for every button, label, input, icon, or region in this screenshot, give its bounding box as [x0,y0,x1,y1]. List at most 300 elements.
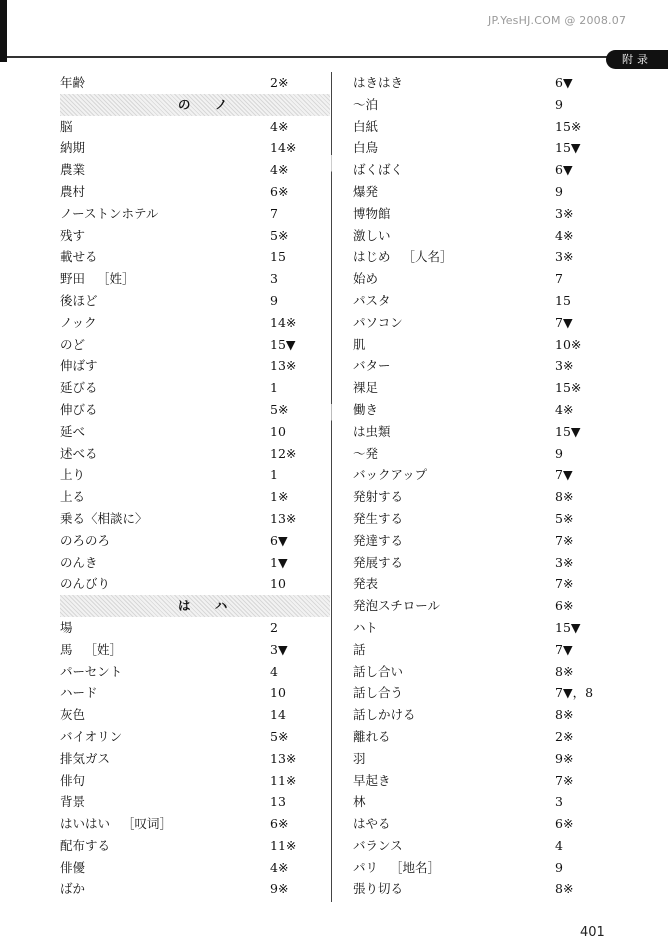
term-text: 白紙 [353,118,379,134]
index-entry [353,94,613,116]
entry-page: 1※ [270,489,289,505]
index-entry [60,464,320,486]
term-text: パソコン [353,314,403,330]
entry-page: 8※ [555,707,574,723]
term-text: パリ [353,859,379,875]
index-entry [353,878,613,900]
index-entry [60,181,320,203]
term-text: バランス [353,837,403,853]
entry-term [353,508,403,530]
index-entry [60,268,320,290]
entry-term [60,617,73,639]
term-text: 排気ガス [60,750,111,766]
entry-page: 6※ [555,598,574,614]
index-entry [60,203,320,225]
entry-term [353,552,403,574]
entry-page: 1▼ [270,554,288,570]
term-text: 脳 [60,118,73,134]
index-entry [60,748,320,770]
entry-page: 7※ [555,772,574,788]
index-entry [353,72,613,94]
entry-term [60,334,85,356]
term-text: 年齢 [60,75,86,90]
index-entry [353,246,613,268]
term-text: 上る [60,489,86,505]
index-entry [60,770,320,792]
entry-term [60,399,98,421]
index-entry [60,726,320,748]
entry-term [60,312,97,334]
entry-page: 4※ [555,227,574,243]
index-entry [353,355,613,377]
term-text: パーセント [60,663,123,679]
term-text: 野田 [60,271,86,287]
entry-page: 6※ [555,816,574,832]
entry-page: 6※ [270,183,289,199]
entry-term [60,181,85,203]
index-entry [353,225,613,247]
term-text: 延びる [60,380,98,396]
entry-page: 6▼ [270,532,288,548]
index-entry [60,530,320,552]
term-text: 発泡スチロール [353,598,441,614]
entry-page: 2※ [555,728,574,744]
index-entry [353,813,613,835]
entry-term [60,748,110,770]
term-text: 延べ [60,423,86,439]
entry-term [353,268,378,290]
index-entry [353,530,613,552]
entry-note: ［姓］ [84,641,123,657]
entry-page: 4※ [270,859,289,875]
index-entry [60,835,320,857]
term-text: のんびり [60,576,111,592]
entry-term [353,116,378,138]
index-entry [353,791,613,813]
entry-page: 9※ [270,881,289,897]
entry-page: 6▼ [555,162,573,178]
entry-page: 9 [555,96,563,112]
entry-note: ［叹词］ [122,816,173,832]
entry-page: 15▼ [555,619,581,635]
term-text: 話し合う [353,685,404,701]
index-entry [60,72,320,94]
term-text: 発展する [353,554,404,570]
entry-term [353,530,403,552]
entry-page: 4※ [270,118,289,134]
entry-page: 13※ [270,358,297,374]
index-entry [353,573,613,595]
entry-term [60,268,135,290]
index-entry [60,421,320,443]
term-text: ノック [60,314,97,330]
term-text: 裸足 [353,380,379,396]
index-entry [353,334,613,356]
index-entry [353,661,613,683]
index-entry [353,464,613,486]
term-text: のんき [60,554,98,570]
index-entry [60,552,320,574]
index-entry [60,661,320,683]
entry-term [353,443,378,465]
entry-term [60,203,158,225]
term-text: 馬 [60,641,73,657]
term-text: 乗る〈相談に〉 [60,510,148,526]
entry-page: 2※ [270,75,289,90]
index-entry [353,290,613,312]
entry-term [353,421,391,443]
term-text: 上り [60,467,86,483]
entry-page: 1 [270,467,278,483]
term-text: 述べる [60,445,98,461]
index-entry [353,203,613,225]
entry-page: 7▼ [555,314,573,330]
index-entry [60,639,320,661]
term-text: 話しかける [353,707,416,723]
entry-term [60,137,85,159]
index-entry [353,617,613,639]
entry-term [353,748,366,770]
index-entry [60,312,320,334]
term-text: 背景 [60,794,86,810]
entry-term [353,312,403,334]
entry-page: 14※ [270,140,297,156]
entry-page: 4 [270,663,278,679]
section-label: の ノ [178,96,238,112]
term-text: 納期 [60,140,86,156]
term-text: ～泊 [353,96,379,112]
index-entry [60,399,320,421]
term-text: 始め [353,271,379,287]
entry-page: 9 [555,859,563,875]
entry-term [353,377,378,399]
term-text: はいはい [60,816,111,832]
section-header [60,595,330,617]
index-entry [60,334,320,356]
index-entry [353,508,613,530]
index-entry [353,552,613,574]
index-entry [353,399,613,421]
entry-page: 15 [555,292,571,308]
entry-term [60,639,122,661]
index-entry [353,443,613,465]
entry-term [60,770,85,792]
term-text: 肌 [353,336,366,352]
entry-page: 7▼ [555,467,573,483]
index-entry [353,726,613,748]
term-text: のど [60,336,86,352]
index-entry [353,857,613,879]
index-entry [353,770,613,792]
entry-page: 10 [270,576,286,592]
entry-note: ［姓］ [97,271,135,287]
term-text: 張り切る [353,881,404,897]
entry-term [353,137,378,159]
appendix-tab: 附录 [606,50,668,69]
entry-page: 1 [270,380,278,396]
entry-page: 4※ [555,401,574,417]
entry-page: 3※ [555,358,574,374]
term-text: 早起き [353,772,391,788]
entry-page: 11※ [270,837,297,853]
index-entry [60,116,320,138]
section-label: は ハ [178,598,238,614]
term-text: ハード [60,685,98,701]
entry-page: 10※ [555,336,582,352]
entry-page: 5※ [270,401,289,417]
term-text: 爆発 [353,183,379,199]
index-entry [353,682,613,704]
index-entry [60,246,320,268]
entry-page: 5※ [270,728,289,744]
entry-page: 3※ [555,249,574,265]
term-text: 林 [353,794,366,810]
index-entry [353,137,613,159]
term-text: 載せる [60,249,98,265]
entry-term [353,94,378,116]
entry-note: ［人名］ [402,249,453,265]
term-text: 場 [60,619,73,635]
entry-term [60,661,122,683]
entry-term [60,72,85,94]
entry-term [353,835,403,857]
entry-page: 7※ [555,576,574,592]
entry-page: 7 [270,205,278,221]
entry-page: 6※ [270,816,289,832]
entry-term [353,246,453,268]
entry-term [60,246,98,268]
entry-page: 4※ [270,162,289,178]
entry-page: 13※ [270,510,297,526]
index-entry [60,857,320,879]
term-text: ハト [353,619,378,635]
entry-page: 15※ [555,118,582,134]
entry-term [60,421,85,443]
term-text: 白鳥 [353,140,379,156]
section-header [60,94,330,116]
entry-page: 9 [555,183,563,199]
term-text: は虫類 [353,423,391,439]
entry-page: 8※ [555,881,574,897]
entry-page: 5※ [270,227,289,243]
entry-term [353,399,378,421]
term-text: はやる [353,816,391,832]
index-entry [60,377,320,399]
entry-term [60,486,85,508]
entry-page: 3▼ [270,641,288,657]
entry-term [353,878,403,900]
entry-page: 3※ [555,205,574,221]
entry-term [60,573,110,595]
entry-term [353,159,403,181]
entry-page: 10 [270,423,286,439]
entry-term [353,595,440,617]
term-text: 農業 [60,162,86,178]
entry-note: ［地名］ [390,859,441,875]
index-entry [60,682,320,704]
term-text: のろのろ [60,532,111,548]
term-text: 灰色 [60,707,86,723]
entry-term [353,181,378,203]
entry-term [60,530,110,552]
entry-page: 15※ [555,380,582,396]
index-entry [353,486,613,508]
page-number: 401 [580,925,605,940]
index-entry [353,639,613,661]
entry-term [60,682,98,704]
entry-page: 15▼ [270,336,296,352]
entry-term [60,726,122,748]
watermark: JP.YesHJ.COM @ 2008.07 [488,14,627,27]
entry-page: 14※ [270,314,297,330]
entry-term [60,704,85,726]
index-entry [60,290,320,312]
index-entry [353,268,613,290]
index-column-left [60,72,320,900]
term-text: バター [353,358,391,374]
entry-term [353,704,416,726]
term-text: 離れる [353,728,391,744]
entry-page: 3 [270,271,278,287]
entry-page: 14 [270,707,286,723]
term-text: バイオリン [60,728,123,744]
index-entry [60,137,320,159]
entry-term [60,508,148,530]
term-text: はきはき [353,75,404,90]
term-text: 羽 [353,750,366,766]
entry-term [60,377,98,399]
entry-page: 9※ [555,750,574,766]
entry-page: 5※ [555,510,574,526]
entry-page: 6▼ [555,75,573,90]
entry-term [353,290,391,312]
entry-term [353,617,378,639]
term-text: 発射する [353,489,404,505]
index-entry [60,878,320,900]
term-text: はじめ [353,249,391,265]
entry-page: 4 [555,837,563,853]
entry-page: 8※ [555,663,574,679]
entry-page: 15▼ [555,140,581,156]
entry-term [60,290,98,312]
index-column-right [353,72,613,900]
entry-page: 8※ [555,489,574,505]
entry-term [60,813,172,835]
index-entry [60,225,320,247]
index-entry [60,159,320,181]
index-entry [353,116,613,138]
entry-page: 3※ [555,554,574,570]
entry-term [353,639,366,661]
column-divider [331,72,332,902]
index-entry [60,617,320,639]
term-text: 発生する [353,510,404,526]
term-text: ノーストンホテル [60,205,159,221]
index-entry [60,508,320,530]
index-entry [60,573,320,595]
entry-term [353,72,403,94]
entry-term [353,770,391,792]
term-text: 話 [353,641,366,657]
term-text: 話し合い [353,663,404,679]
entry-term [60,355,98,377]
entry-page: 11※ [270,772,297,788]
term-text: ～発 [353,445,379,461]
index-entry [353,595,613,617]
index-entry [60,813,320,835]
entry-term [353,857,440,879]
index-entry [353,748,613,770]
index-entry [353,421,613,443]
term-text: パスタ [353,292,391,308]
term-text: 発達する [353,532,404,548]
entry-term [353,813,391,835]
entry-term [353,726,391,748]
entry-page: 3 [555,794,563,810]
index-entry [60,355,320,377]
entry-page: 10 [270,685,286,701]
term-text: 残す [60,227,86,243]
term-text: ばくばく [353,162,404,178]
entry-page: 15▼ [555,423,581,439]
index-entry [353,704,613,726]
term-text: 博物館 [353,205,391,221]
entry-term [60,159,85,181]
term-text: 農村 [60,183,86,199]
entry-term [353,464,427,486]
entry-page: 7 [555,271,563,287]
entry-term [353,355,391,377]
entry-term [353,573,378,595]
index-entry [353,312,613,334]
entry-page: 13※ [270,750,297,766]
entry-page: 7※ [555,532,574,548]
entry-term [60,443,98,465]
entry-page: 2 [270,619,278,635]
entry-term [353,334,366,356]
entry-page: 9 [270,292,278,308]
index-entry [353,159,613,181]
entry-term [353,661,403,683]
entry-term [60,552,98,574]
term-text: 伸びる [60,401,98,417]
entry-page: 15 [270,249,286,265]
entry-term [60,835,110,857]
term-text: バックアップ [353,467,428,483]
entry-page: 13 [270,794,286,810]
entry-page: 12※ [270,445,297,461]
term-text: 働き [353,401,379,417]
term-text: 配布する [60,837,111,853]
header-rule [7,56,607,58]
index-entry [60,791,320,813]
entry-page: 7▼ [555,641,573,657]
index-entry [60,704,320,726]
entry-term [60,878,85,900]
entry-term [353,682,403,704]
term-text: 俳優 [60,859,86,875]
entry-term [353,486,403,508]
entry-term [60,225,85,247]
entry-page: 7▼，8 [555,685,594,701]
index-entry [60,486,320,508]
entry-term [60,116,73,138]
term-text: 激しい [353,227,391,243]
entry-term [353,203,391,225]
entry-term [60,464,85,486]
index-entry [353,181,613,203]
entry-page: 9 [555,445,563,461]
